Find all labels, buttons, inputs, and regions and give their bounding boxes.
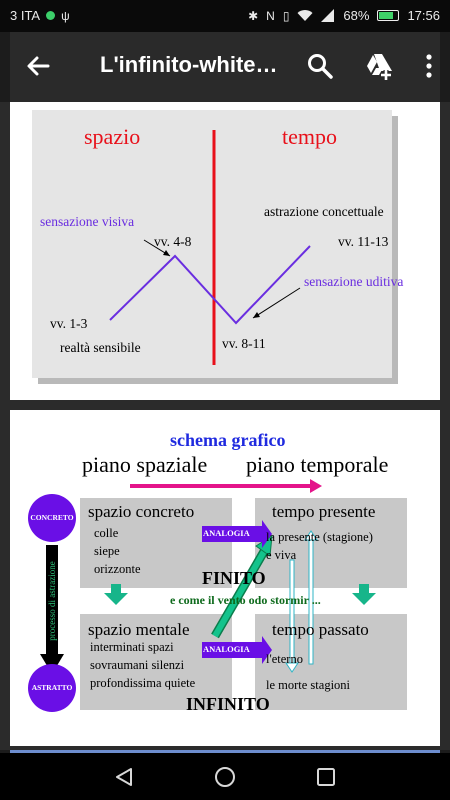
profondissima-item: profondissima quiete	[90, 676, 196, 690]
piano-temporale-label: piano temporale	[246, 452, 389, 477]
schema-title: schema grafico	[170, 430, 286, 450]
slide-1	[10, 102, 440, 400]
bluetooth-icon: ✱	[248, 8, 259, 23]
search-icon[interactable]	[306, 52, 334, 80]
vv-1-3-label: vv. 1-3	[50, 316, 88, 331]
spazio-mentale-heading: spazio mentale	[88, 620, 190, 639]
slide-2	[10, 410, 440, 746]
add-to-drive-icon[interactable]	[364, 51, 394, 81]
astratto-label: ASTRATTO	[31, 683, 73, 692]
astrazione-label: astrazione concettuale	[264, 204, 384, 219]
tempo-passato-heading: tempo passato	[272, 620, 369, 639]
finito-label: FINITO	[202, 568, 266, 588]
navigation-bar	[0, 753, 450, 800]
battery-percent: 68%	[343, 8, 370, 23]
signal-icon	[321, 9, 335, 22]
slide-1-diagram	[32, 110, 404, 378]
sovraumani-item: sovraumani silenzi	[90, 658, 185, 672]
usb-icon: ψ	[61, 8, 70, 23]
le-morte-stagioni-item: le morte stagioni	[266, 678, 351, 692]
concreto-label: CONCRETO	[30, 513, 74, 522]
orizzonte-item: orizzonte	[94, 562, 141, 576]
interminati-item: interminati spazi	[90, 640, 174, 654]
vv-4-8-label: vv. 4-8	[154, 234, 192, 249]
spazio-label: spazio	[84, 124, 141, 149]
battery-icon	[377, 10, 399, 21]
tempo-presente-heading: tempo presente	[272, 502, 376, 521]
colle-item: colle	[94, 526, 119, 540]
vv-8-11-label: vv. 8-11	[222, 336, 266, 351]
nav-home-icon[interactable]	[213, 765, 237, 789]
vibrate-icon: ▯	[282, 8, 290, 23]
clock: 17:56	[407, 8, 440, 23]
back-arrow-icon[interactable]	[24, 52, 52, 80]
sensazione-uditiva-label: sensazione uditiva	[304, 274, 404, 289]
processo-label: processo di astrazione	[47, 561, 57, 641]
infinito-label: INFINITO	[186, 694, 270, 714]
carrier-label: 3 ITA	[10, 8, 41, 23]
siepe-item: siepe	[94, 544, 120, 558]
sync-icon	[46, 11, 55, 20]
app-bar	[10, 32, 440, 102]
tempo-label: tempo	[282, 124, 337, 149]
sensazione-visiva-label: sensazione visiva	[40, 214, 135, 229]
nav-recents-icon[interactable]	[314, 765, 338, 789]
document-viewer[interactable]	[0, 102, 450, 750]
analogia-label-bottom: ANALOGIA	[203, 644, 250, 654]
spazio-concreto-heading: spazio concreto	[88, 502, 195, 521]
e-viva-item: e viva	[266, 548, 297, 562]
nav-back-icon[interactable]	[112, 765, 136, 789]
realta-sensibile-label: realtà sensibile	[60, 340, 141, 355]
l-eterno-item: l'eterno	[266, 652, 303, 666]
status-bar	[0, 0, 450, 32]
la-presente-item: la presente (stagione)	[266, 530, 373, 544]
analogia-label-top: ANALOGIA	[203, 528, 250, 538]
document-title: L'infinito-white…	[100, 52, 278, 77]
piano-spaziale-label: piano spaziale	[82, 452, 208, 477]
more-options-icon[interactable]	[422, 52, 436, 80]
wifi-icon	[297, 9, 313, 22]
e-come-il-vento-label: e come il vento odo stormir ...	[170, 593, 321, 607]
vv-11-13-label: vv. 11-13	[338, 234, 389, 249]
nfc-icon: N	[266, 8, 275, 23]
